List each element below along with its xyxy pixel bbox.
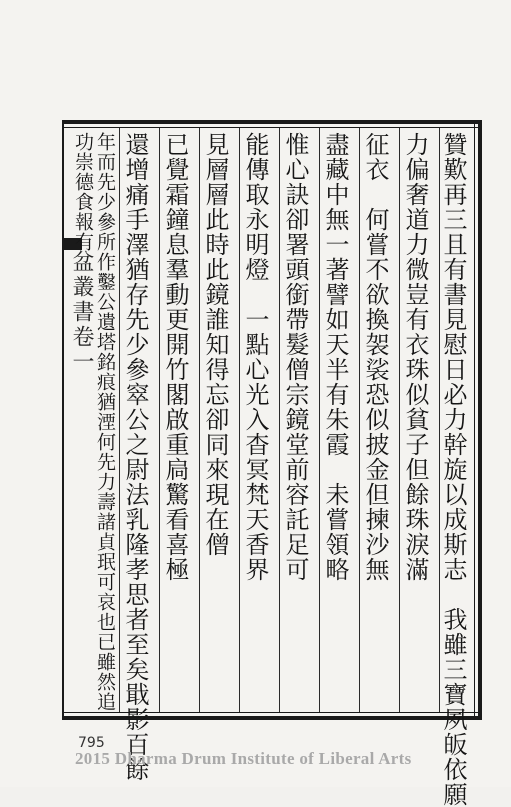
text-column-5: 惟心訣卻署頭銜帶髮僧宗鏡堂前容託足可 [281, 132, 309, 582]
text-column-4: 盡藏中無一著譬如天半有朱霞 未嘗領略 [321, 132, 349, 582]
text-column-10: 年而先少參所作鑿公遺塔銘痕猶湮何先力壽諸貞珉可哀也已雖然追功崇德食報有 [72, 132, 116, 712]
text-column-7: 見層層此時此鏡誰知得忘卻同來現在僧 [201, 132, 229, 557]
text-column-3: 征衣 何嘗不欲換袈裟恐似披金但揀沙無 [361, 132, 389, 582]
spine-title: 盆叢書卷一 [69, 250, 94, 375]
text-column-9: 還增痛手澤猶存先少參窣公之尉法乳隆孝思者至矣戢影百餘 [121, 132, 149, 782]
text-column-2: 力偏奢道力微豈有衣珠似貧子但餘珠淚滿 [401, 132, 429, 582]
text-column-8: 已覺霜鐘息羣動更開竹閣啟重扃驚看喜極 [161, 132, 189, 582]
page-number: 795 [78, 735, 105, 751]
text-column-6: 能傳取永明燈 一點心光入杳冥梵天香界 [241, 132, 269, 582]
text-column-1: 贊歎再三且有書見慰日必力幹旋以成斯志 我雖三寶夙皈依願 [439, 132, 467, 807]
watermark: 2015 Dharma Drum Institute of Liberal Arts [75, 749, 412, 768]
